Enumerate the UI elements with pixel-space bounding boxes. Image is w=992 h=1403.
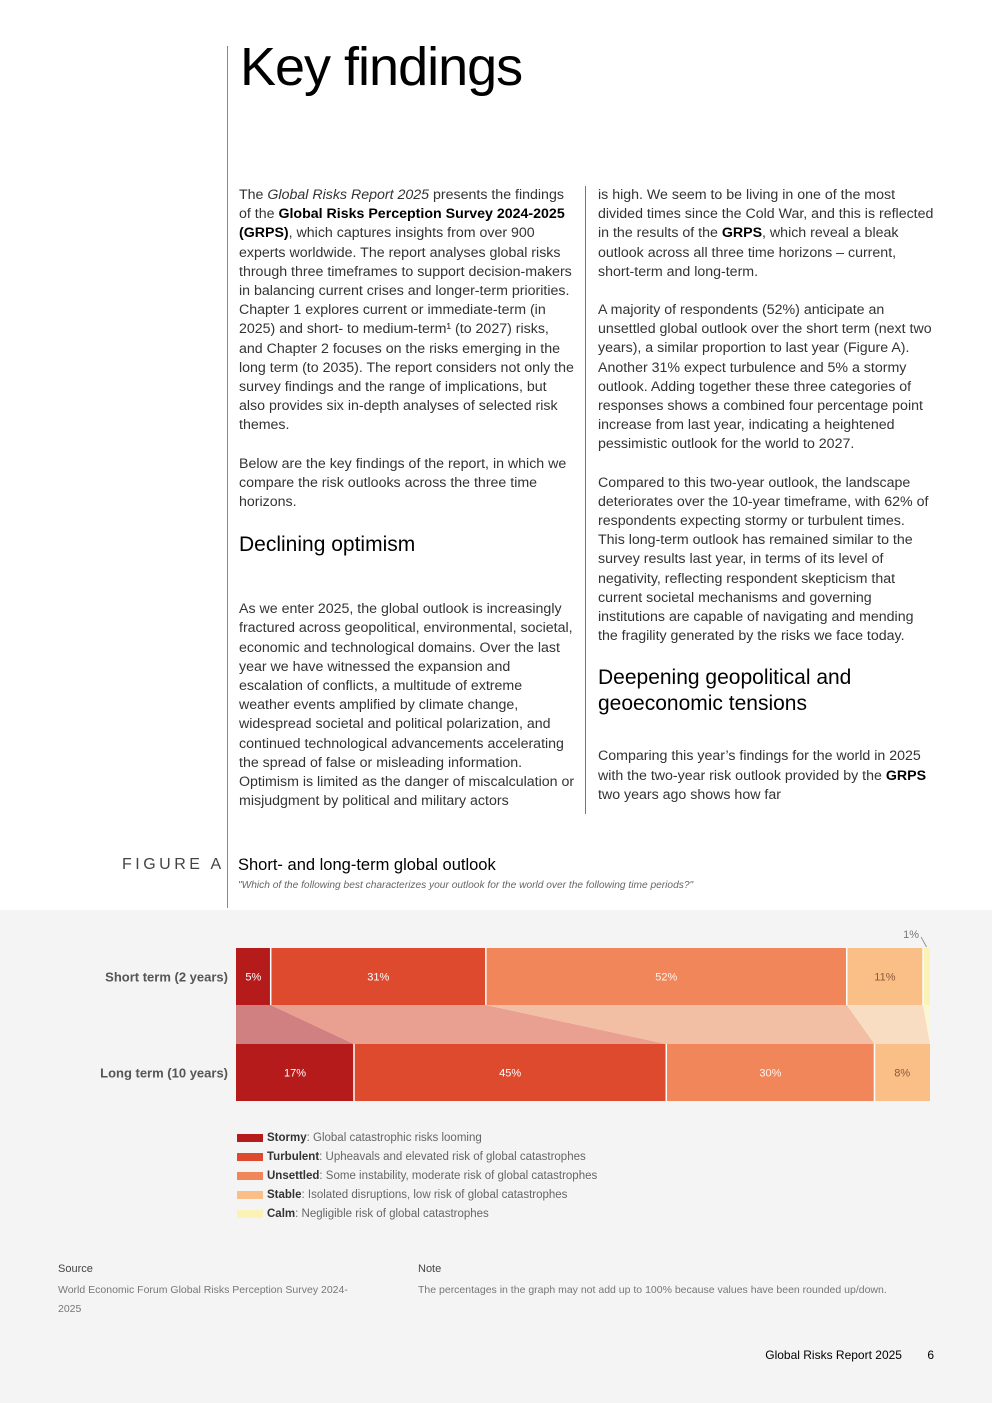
vertical-rule: [227, 46, 228, 908]
text-run: , which reveal a bleak outlook across all three time horizons – current, short-term and long-term.: [598, 225, 899, 280]
heading-declining-optimism: Declining optimism: [239, 533, 416, 557]
legend-description: : Some instability, moderate risk of global catastrophes: [319, 1169, 598, 1182]
legend-item-stable: [237, 1186, 597, 1205]
legend-item-turbulent: [237, 1147, 597, 1166]
legend-description: : Negligible risk of global catastrophes: [295, 1208, 489, 1221]
legend-swatch: [237, 1191, 263, 1199]
data-label: 31%: [367, 971, 390, 984]
legend-name: Stormy: [267, 1131, 307, 1144]
text-run: presents the findings of the: [239, 187, 564, 223]
key-findings-paragraph: Below are the key findings of the report, in which we compare the risk outlooks across the three time horizons.: [239, 455, 567, 511]
legend-item-stormy: [237, 1128, 597, 1147]
column-divider: [585, 186, 586, 814]
legend-name: Stable: [267, 1189, 302, 1202]
left-column: [239, 186, 575, 830]
legend-swatch: [237, 1153, 263, 1161]
figure-label: FIGURE A: [122, 856, 225, 873]
legend-description: : Upheavals and elevated risk of global catastrophes: [319, 1150, 586, 1163]
note-text: The percentages in the graph may not add up to 100% because values have been rounded up/down.: [418, 1284, 887, 1296]
text-run: The: [239, 187, 268, 203]
intro-paragraph: [239, 186, 575, 436]
figure-title: Short- and long-term global outlook: [238, 856, 496, 874]
bold-term: GRPS: [885, 767, 927, 784]
data-label: 11%: [874, 971, 896, 984]
footer-page-number: 6: [927, 1348, 934, 1362]
source-label: Source: [58, 1263, 93, 1275]
legend-item-unsettled: [237, 1166, 597, 1185]
data-label: 8%: [894, 1067, 911, 1080]
data-label: 5%: [245, 971, 262, 984]
right-column: [598, 186, 934, 824]
bar-segment-calm: [923, 948, 930, 1005]
heading-deepening-tensions: Deepening geopolitical and geoeconomic tensions: [598, 666, 852, 716]
category-label: Long term (10 years): [100, 1065, 228, 1081]
outlook-stacked-bar-chart: [0, 910, 992, 1130]
bold-term: GRPS: [721, 225, 763, 242]
text-run: Comparing this year’s findings for the world in 2025 with the two-year risk outlook provided by the: [598, 748, 921, 784]
short-term-paragraph: A majority of respondents (52%) anticipate an unsettled global outlook over the short term (next two years), a similar proportion to last year (Figure A). Another 31% expect turbulence and 5% a stormy outlook. Adding together these three categories of responses shows a combined four percentage point increase from last year, indicating a heightened pessimistic outlook for the world to 2027.: [598, 302, 932, 453]
footer-report-name: Global Risks Report 2025: [765, 1348, 902, 1362]
legend-name: Calm: [267, 1208, 296, 1221]
legend-description: : Isolated disruptions, low risk of global catastrophes: [301, 1189, 568, 1202]
label-leader-line: [921, 937, 926, 947]
long-term-paragraph: Compared to this two-year outlook, the landscape deteriorates over the 10-year timeframe, with 62% of respondents expecting stormy or turbulent times. This long-term outlook has remained similar to the survey results last year, in terms of its level of negativity, reflecting respondent skepticism that current societal mechanisms and governing institutions are capable of navigating and mending the fragility generated by the risks we face today.: [598, 474, 929, 645]
data-label: 17%: [283, 1067, 307, 1080]
text-run: two years ago shows how far: [598, 786, 781, 803]
legend-swatch: [237, 1134, 263, 1142]
legend-name: Unsettled: [267, 1169, 320, 1182]
comparison-paragraph: [598, 747, 934, 805]
category-label: Short term (2 years): [105, 969, 228, 985]
figure-subtitle: "Which of the following best characterizes your outlook for the world over the following time periods?": [238, 880, 694, 891]
legend-item-calm: [237, 1205, 597, 1224]
legend-swatch: [237, 1210, 263, 1218]
page-title: Key findings: [240, 37, 523, 97]
divided-times-paragraph: [598, 186, 934, 282]
data-label: 30%: [759, 1067, 782, 1080]
source-text: World Economic Forum Global Risks Perception Survey 2024-2025: [58, 1284, 348, 1315]
page-footer: [765, 1348, 934, 1362]
bold-term: Global Risks Perception Survey 2024-2025 (GRPS): [239, 206, 565, 242]
data-label: 45%: [499, 1067, 522, 1080]
chart-legend: [237, 1128, 597, 1224]
note-label: Note: [418, 1263, 442, 1275]
legend-description: : Global catastrophic risks looming: [306, 1131, 482, 1144]
text-run: is high. We seem to be living in one of the most divided times since the Cold War, and this is reflected in the results of the: [598, 187, 934, 242]
data-label: 52%: [655, 971, 678, 984]
outlook-paragraph: As we enter 2025, the global outlook is increasingly fractured across geopolitical, environmental, societal, economic and technological domains. Over the last year we have witnessed the expansion and escalation of conflicts, a multitude of extreme weather events amplified by climate change, widespread societal and political polarization, and continued technological advancements accelerating the spread of false or misleading information. Optimism is limited as the danger of miscalculation or misjudgment by political and military actors: [239, 601, 575, 810]
italic-term: Global Risks Report 2025: [267, 187, 430, 203]
legend-swatch: [237, 1172, 263, 1180]
text-run: , which captures insights from over 900 experts worldwide. The report analyses global risks through three timeframes to support decision-makers in balancing current crises and longer-term priorities. Chapter 1 explores current or immediate-term (in 2025) and short- to medium-term¹ (to 2027) risks, and Chapter 2 focuses on the risks emerging in the long term (to 2035). The report considers not only the survey findings and the range of implications, but also provides six in-depth analyses of selected risk themes.: [239, 225, 574, 434]
legend-name: Turbulent: [267, 1150, 320, 1163]
data-label: 1%: [903, 929, 920, 941]
